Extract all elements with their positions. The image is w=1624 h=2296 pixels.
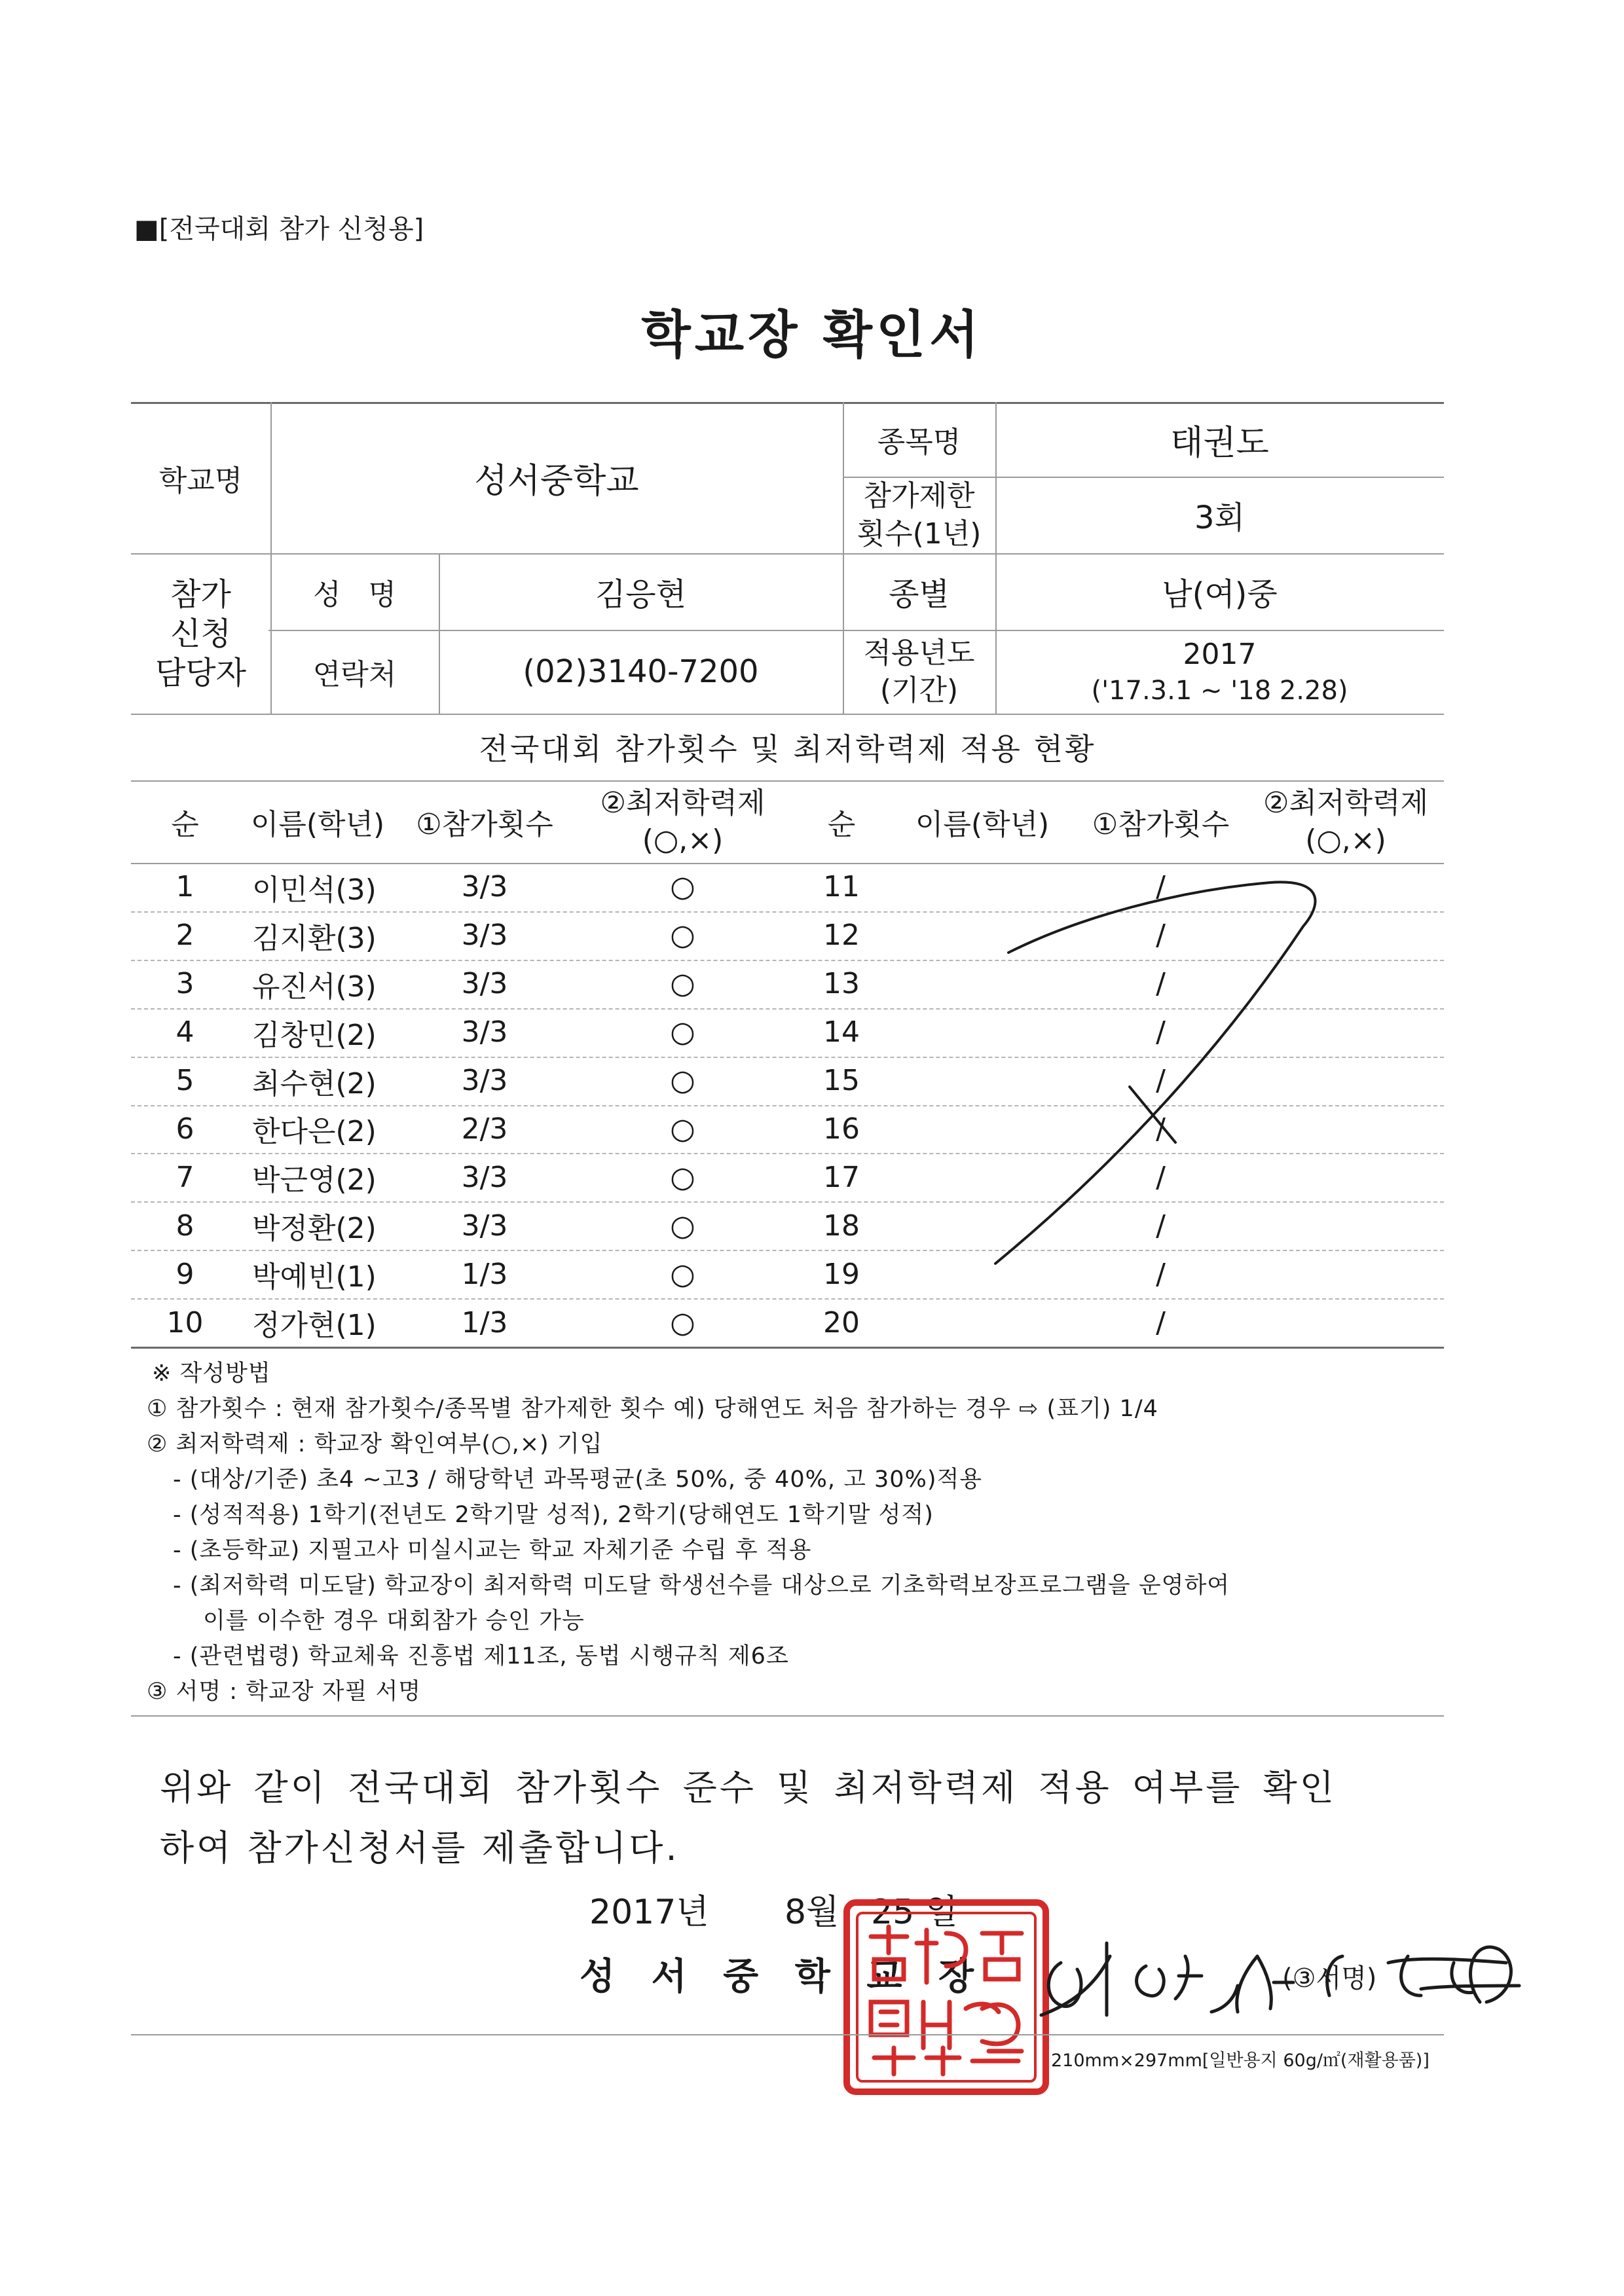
col-header-academic	[573, 780, 792, 863]
row-count-right: /	[1156, 1257, 1166, 1291]
row-no-right: 13	[823, 967, 860, 1001]
principal-title: 성 서 중 학 교 장	[580, 1956, 986, 1998]
year-value: 2017	[1183, 638, 1257, 672]
limit-value: 3회	[1194, 500, 1245, 536]
row-academic: ○	[670, 1160, 695, 1194]
page-title: 학교장 확인서	[641, 306, 983, 365]
academic-header-right-1: ②최저학력제	[1263, 786, 1428, 820]
col-header-count-right: ①참가횟수	[1092, 808, 1230, 841]
row-name: 최수현(2)	[252, 1066, 377, 1101]
phone-value: (02)3140-7200	[523, 653, 759, 690]
event-value: 태권도	[1170, 423, 1269, 463]
note-2c: - (초등학교) 지필고사 미실시교는 학교 자체기준 수립 후 적용	[173, 1537, 812, 1563]
row-academic: ○	[670, 1112, 695, 1146]
date-month: 8월	[784, 1893, 840, 1932]
row-count: 3/3	[461, 870, 508, 904]
row-no-right: 19	[823, 1257, 860, 1291]
confirmation-line-2: 하여 참가신청서를 제출합니다.	[160, 1827, 680, 1868]
row-academic: ○	[670, 1209, 695, 1243]
gender-label: 종별	[889, 576, 950, 613]
row-name: 박정환(2)	[252, 1212, 377, 1246]
row-academic: ○	[670, 919, 695, 953]
row-count: 3/3	[461, 919, 508, 953]
row-no: 9	[175, 1257, 194, 1291]
row-name: 한다은(2)	[252, 1115, 377, 1149]
row-count: 1/3	[461, 1257, 508, 1291]
year-value-cell	[995, 630, 1444, 714]
row-name: 김창민(2)	[252, 1018, 377, 1052]
academic-header-2: (○,×)	[642, 824, 724, 857]
row-academic: ○	[670, 1015, 695, 1049]
row-count-right: /	[1156, 919, 1166, 953]
col-header-no: 순	[171, 808, 199, 841]
row-no: 6	[175, 1112, 194, 1146]
row-count: 2/3	[461, 1112, 508, 1146]
row-no: 7	[175, 1160, 194, 1194]
row-count-right: /	[1156, 1064, 1166, 1098]
note-2b: - (성적적용) 1학기(전년도 2학기말 성적), 2학기(당해연도 1학기말 성적)	[173, 1502, 934, 1528]
year-label	[843, 630, 995, 714]
row-academic: ○	[670, 1257, 695, 1291]
phone-label: 연락처	[312, 658, 397, 691]
event-label: 종목명	[877, 426, 961, 459]
row-count-right: /	[1156, 870, 1166, 904]
row-no: 8	[175, 1209, 194, 1243]
row-count-right: /	[1156, 1160, 1166, 1194]
note-1: ① 참가횟수 : 현재 참가횟수/종목별 참가제한 횟수 예) 당해연도 처음 참가하는 경우 ⇨ (표기) 1/4	[147, 1396, 1158, 1422]
handwritten-signature	[1022, 1917, 1539, 2048]
row-no-right: 14	[823, 1015, 860, 1049]
handwritten-strike-mark	[982, 864, 1349, 1283]
note-3: ③ 서명 : 학교장 자필 서명	[147, 1679, 422, 1705]
row-name: 유진서(3)	[252, 970, 377, 1004]
row-name: 정가현(1)	[252, 1309, 377, 1343]
row-count-right: /	[1156, 1112, 1166, 1146]
status-title: 전국대회 참가횟수 및 최저학력제 적용 현황	[479, 731, 1096, 767]
col-header-name-right: 이름(학년)	[915, 808, 1050, 841]
contact-group-3: 담당자	[155, 654, 247, 691]
row-count: 3/3	[461, 1209, 508, 1243]
row-divider	[131, 1298, 1444, 1300]
row-count-right: /	[1156, 1209, 1166, 1243]
row-count: 1/3	[461, 1305, 508, 1339]
contact-group-1: 참가	[170, 575, 231, 613]
note-2d: - (최저학력 미도달) 학교장이 최저학력 미도달 학생선수를 대상으로 기초학력보장프로그램을 운영하여	[173, 1573, 1230, 1599]
form-tag: ■[전국대회 참가 신청용]	[134, 214, 424, 244]
col-header-count: ①참가횟수	[416, 808, 553, 841]
note-heading: ※ 작성방법	[152, 1360, 271, 1387]
row-no-right: 17	[823, 1160, 860, 1194]
contact-group-2: 신청	[170, 615, 231, 652]
row-no: 10	[166, 1305, 204, 1339]
row-no-right: 18	[823, 1209, 860, 1243]
row-count-right: /	[1156, 1015, 1166, 1049]
row-count-right: /	[1156, 967, 1166, 1001]
row-no: 2	[175, 919, 194, 953]
limit-label-1: 참가제한	[863, 479, 975, 513]
year-period: ('17.3.1 ~ '18 2.28)	[1091, 675, 1348, 706]
row-name: 박예빈(1)	[252, 1260, 377, 1294]
note-2a: - (대상/기준) 초4 ~고3 / 해당학년 과목평균(초 50%, 중 40%, 고 30%)적용	[173, 1467, 983, 1493]
school-value: 성서중학교	[474, 462, 639, 501]
signature-placeholder: (③서명)	[1282, 1963, 1377, 1994]
name-label: 성 명	[313, 577, 396, 611]
school-seal	[841, 1897, 1051, 2097]
row-no: 3	[175, 967, 194, 1001]
note-2: ② 최저학력제 : 학교장 확인여부(○,×) 기입	[147, 1431, 603, 1457]
limit-label	[843, 477, 995, 553]
note-2e: - (관련법령) 학교체육 진흥법 제11조, 동법 시행규칙 제6조	[173, 1643, 789, 1669]
date-day: 25 일	[871, 1893, 958, 1932]
row-count: 3/3	[461, 1015, 508, 1049]
name-value: 김응현	[595, 576, 687, 613]
academic-header-right-2: (○,×)	[1305, 824, 1386, 857]
row-no: 5	[175, 1064, 194, 1098]
row-academic: ○	[670, 1305, 695, 1339]
row-no-right: 11	[823, 870, 860, 904]
col-header-name: 이름(학년)	[250, 808, 385, 841]
row-academic: ○	[670, 967, 695, 1001]
note-2d-cont: 이를 이수한 경우 대회참가 승인 가능	[203, 1608, 585, 1634]
row-no-right: 16	[823, 1112, 860, 1146]
confirmation-line-1: 위와 같이 전국대회 참가횟수 준수 및 최저학력제 적용 여부를 확인	[160, 1767, 1337, 1808]
row-no-right: 12	[823, 919, 860, 953]
row-name: 김지환(3)	[252, 921, 377, 955]
year-label-2: (기간)	[879, 674, 959, 707]
date-year: 2017년	[589, 1893, 709, 1932]
row-no-right: 15	[823, 1064, 860, 1098]
limit-label-2: 횟수(1년)	[857, 517, 982, 551]
contact-group-label	[131, 553, 270, 714]
row-name: 이민석(3)	[252, 873, 377, 907]
row-count: 3/3	[461, 1160, 508, 1194]
row-count: 3/3	[461, 967, 508, 1001]
row-academic: ○	[670, 1064, 695, 1098]
col-header-no-right: 순	[827, 808, 856, 841]
row-academic: ○	[670, 870, 695, 904]
col-header-academic-right	[1247, 780, 1444, 863]
paper-spec-footer: 210mm×297mm[일반용지 60g/㎡(재활용품)]	[1051, 2050, 1430, 2071]
school-label: 학교명	[158, 464, 243, 498]
row-no-right: 20	[823, 1305, 860, 1339]
row-count: 3/3	[461, 1064, 508, 1098]
row-name: 박근영(2)	[252, 1163, 377, 1197]
row-no: 4	[175, 1015, 194, 1049]
year-label-1: 적용년도	[863, 636, 975, 670]
row-count-right: /	[1156, 1305, 1166, 1339]
row-no: 1	[175, 870, 194, 904]
gender-value: 남(여)중	[1162, 576, 1278, 613]
academic-header-1: ②최저학력제	[600, 786, 766, 820]
